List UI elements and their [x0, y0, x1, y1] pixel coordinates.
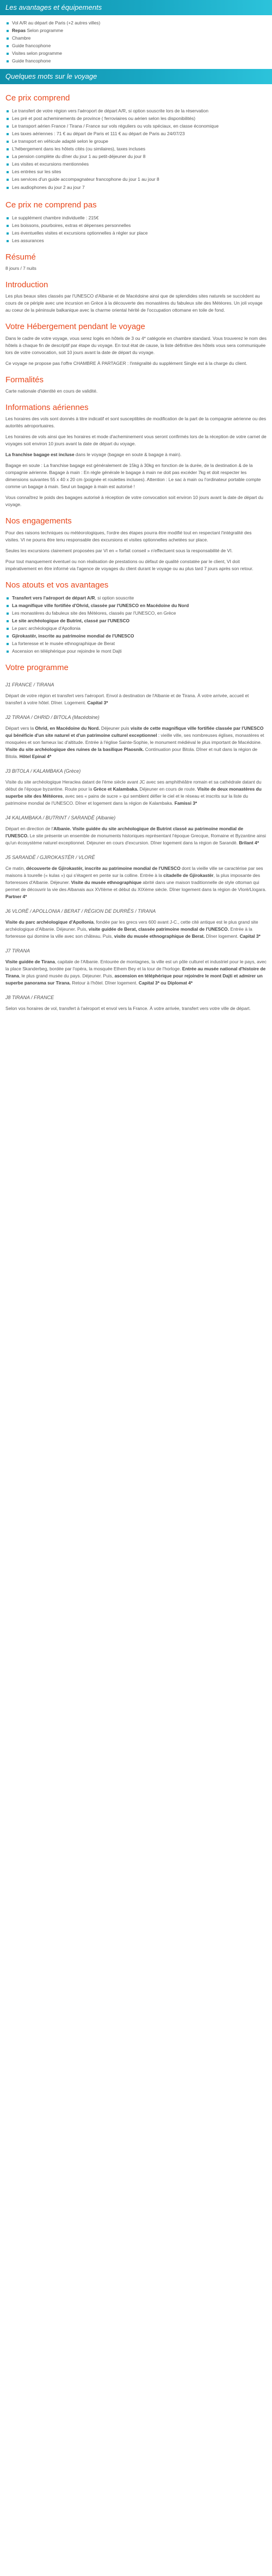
day-description	[5, 865, 267, 900]
engagements-p1: Pour des raisons techniques ou météorologiques, l'ordre des étapes pourra être modifié tout en respectant l'intégralité des visites. VI ne pourra être tenu responsable des excursions et visites optionnelles achetées sur place.	[5, 529, 252, 542]
infos-p4: Bagage en soute : La franchise bagage est généralement de 15kg à 30kg en fonction de la durée, de la destination & de la compagnie aérienne. Bagage à main : En règle générale le bagage à main ne doit pas excéder 7kg et doit respecter les dimensions suivantes 55 x 40 x 20 cm (poignée et roulettes incluses). Attention : Le sac à main ou l'ordinateur portable compte comme un bagage à main. Seul un bagage à main est autorisé !	[5, 463, 261, 490]
day-text: Le site présente un ensemble de monuments historiques représentant l'époque Grecque, Romaine et Byzantine ainsi qu'un écosystème naturel exceptionnel. Déjeuner en cours d'excursion. Dîner logement dans la région de Sarandë.	[5, 833, 266, 846]
day-highlight: Entrée au musée national d'histoire de Tirana	[5, 966, 266, 979]
day-highlight: Albanie. Visite guidée du site archéologique de Butrint classé au patrimoine mondial de l'UNESCO.	[5, 826, 244, 839]
day-text: Départ en direction de l'	[5, 826, 54, 832]
day-title: J2 TIRANA / OHRID / BITOLA (Macédoine)	[5, 715, 100, 721]
atout-item-bold: Transfert vers l'aéroport de départ A/R	[12, 595, 95, 601]
day-title: J3 BITOLA / KALAMBAKA (Grèce)	[5, 768, 81, 774]
atout-item	[5, 595, 267, 602]
day-highlight: Visite de deux monastères du superbe site des Météores	[5, 786, 262, 799]
atout-item-text: Les monastères du fabuleux site des Météores, classés par l'UNESCO, en Grèce	[12, 610, 176, 616]
advantage-item	[5, 27, 267, 34]
inclus-item: Les services d'un guide accompagnateur francophone du jour 1 au jour 8	[5, 176, 267, 183]
day-text: , le plus grand musée du pays. Déjeuner. Puis,	[18, 973, 115, 979]
inclus-item: Les pré et post acheminements de province ( ferroviaires ou aérien selon les disponibilités)	[5, 115, 267, 122]
exclus-title: Ce prix ne comprend pas	[5, 200, 97, 210]
day-text: Retour à l'hôtel. Dîner logement.	[70, 980, 139, 986]
day-title: J4 KALAMBAKA / BUTRINT / SARANDË (Albanie)	[5, 815, 116, 821]
exclus-item: Les éventuelles visites et excursions optionnelles à régler sur place	[5, 230, 267, 237]
inclus-item: Les taxes aériennes : 71 € au départ de Paris et 111 € au départ de Paris au 24/07/23	[5, 130, 267, 137]
day-text: Déjeuner en cours de route.	[138, 786, 197, 792]
day-text: , capitale de l'Albanie. Entourée de montagnes, la ville est un pôle culturel et industriel pour le pays, avec la place Skanderbeg, bordée par l'opéra, la mosquée Ethem Bey et la tour de l'horloge.	[5, 959, 267, 972]
day-block	[5, 681, 267, 706]
day-title: J1 FRANCE / TIRANA	[5, 682, 54, 688]
formalites-title: Formalités	[5, 375, 44, 384]
day-highlight: visite du musée ethnographique de Berat.	[114, 933, 205, 939]
advantage-item	[5, 50, 267, 57]
infos-title: Informations aériennes	[5, 402, 89, 412]
exclus-list	[5, 214, 267, 244]
atout-item-text: La forteresse et le musée ethnographique de Berat	[12, 641, 115, 647]
day-text: Entrée à la forteresse qui domine la ville avec son château. Puis,	[5, 926, 252, 939]
atout-item	[5, 648, 267, 655]
day-block	[5, 854, 267, 900]
inclus-item: Les entrées sur les sites	[5, 168, 267, 175]
infos-p3	[5, 451, 267, 458]
inclus-item: Les visites et excursions mentionnées	[5, 161, 267, 168]
engagements-p3: Pour tout manquement éventuel ou non réalisation de prestations ou défaut de qualité constatée par le client, VI doit impérativement en être informé via l'agence de voyages du client durant le voyage ou au plus tard 7 jours après son retour.	[5, 558, 254, 571]
atout-item-bold: La magnifique ville fortifiée d'Ohrid, classée par l'UNESCO en Macédoine du Nord	[12, 602, 189, 608]
day-description	[5, 779, 267, 807]
advantage-item-text: Guide francophone	[12, 58, 51, 64]
day-highlight: Visite du parc archéologique d'Apollonia	[5, 919, 94, 925]
advantage-item-text: Guide francophone	[12, 43, 51, 49]
advantages-section	[0, 15, 272, 65]
advantage-item-text: Visites selon programme	[12, 50, 63, 56]
day-highlight: Ohrid, en Macédoine du Nord.	[35, 725, 100, 731]
atout-item-text: , si option souscrite	[95, 595, 134, 601]
advantage-item-text: Selon programme	[26, 28, 64, 34]
inclus-item: Le transport en véhicule adapté selon le groupe	[5, 138, 267, 145]
words-band: Quelques mots sur le voyage	[0, 69, 272, 84]
day-highlight: Partner 4*	[5, 894, 27, 900]
day-text: , avec ses « pains de sucre » qui semblent défier le ciel et le réseau et inscrits sur la liste du patrimoine mondial de l'UNESCO. Dîner et logement dans la région de Kalambaka.	[5, 793, 248, 806]
infos-p3-rest: dans le voyage (bagage en soute & bagage à main).	[74, 452, 182, 458]
atout-item	[5, 633, 267, 640]
day-text: Visite du site archéologique Heraclea datant de l'ème siècle avant JC avec ses amphithéâtre romain et sa cathédrale datant du début de l'époque byzantine. Route pour la	[5, 779, 262, 792]
day-block	[5, 714, 267, 760]
day-highlight: ascension en téléphérique pour rejoindre le mont Dajti et admirer un superbe panorama sur Tirana.	[5, 973, 263, 986]
day-description	[5, 725, 267, 760]
day-highlight: visite guidée de Berat, classée patrimoine mondial de l'UNESCO.	[88, 926, 229, 932]
day-highlight: Capital 3*	[86, 700, 108, 706]
formalites-text: Carte nationale d'identité en cours de validité.	[5, 388, 98, 394]
intro-text: Les plus beaux sites classés par l'UNESCO d'Albanie et de Macédoine ainsi que de splendides sites naturels se succèdent au cours de ce périple avec une incursion en Grèce à la découverte des monastères du fabuleux site des Météores. Un joli voyage au coeur de la péninsule balkanique avec la charme oriental hérité de l'occupation ottomane en toile de fond.	[5, 293, 263, 313]
day-highlight: Grèce et Kalambaka.	[93, 786, 139, 792]
day-text: : vieille ville, ses nombreuses églises, monastères et mosquées et son fameux lac d'altitude. Entrée à l'église Sainte-Sophie, le monument médiéval le plus important de Macédoine.	[5, 733, 264, 746]
day-highlight: Visite guidée de Tirana	[5, 959, 55, 965]
day-highlight: Visite du musée ethnographique	[71, 880, 141, 886]
day-highlight: Capital 3*	[239, 933, 261, 939]
day-text: Déjeuner puis	[100, 725, 131, 731]
advantage-item-text: Chambre	[12, 35, 31, 41]
inclus-item: Les audiophones du jour 2 au jour 7	[5, 184, 267, 191]
atout-item-bold: Gjirokastër, inscrite au patrimoine mondial de l'UNESCO	[12, 633, 134, 639]
day-highlight: visite de cette magnifique ville fortifiée classée par l'UNESCO qui bénéficie d'un site naturel et d'un patrimoine culturel exceptionnel	[5, 725, 264, 738]
exclus-item: Les assurances	[5, 237, 267, 244]
day-description	[5, 919, 267, 940]
day-highlight: découverte de Gjirokastër, inscrite au patrimoine mondial de l'UNESCO	[26, 866, 181, 872]
infos-p2: Les horaires de vols ainsi que les horaires et mode d'acheminement vous seront confirmés lors de la réception de votre carnet de voyages soit environ 10 jours avant la date de départ du voyage.	[5, 434, 267, 447]
atout-item	[5, 625, 267, 632]
atout-item	[5, 602, 267, 609]
day-text: Départ de votre région et transfert vers l'aéroport. Envol à destination de l'Albanie et de Tirana. À votre arrivée, accueil et transfert à votre hôtel. Dîner. Logement.	[5, 693, 249, 706]
day-title: J7 TIRANA	[5, 948, 30, 954]
advantages-band: Les avantages et équipements	[0, 0, 272, 15]
day-description	[5, 692, 267, 706]
inclus-list	[5, 108, 267, 191]
infos-p5: Vous connaîtrez le poids des bagages autorisé à réception de votre convocation soit environ 10 jours avant la date de départ du voyage.	[5, 495, 263, 508]
day-highlight: Visite du site archéologique des ruines de la basilique Plaosnik.	[5, 747, 144, 753]
inclus-title: Ce prix comprend	[5, 93, 70, 103]
programme-title: Votre programme	[5, 663, 69, 673]
day-block	[5, 994, 267, 1012]
day-highlight: citadelle de Gjirokastër	[163, 873, 214, 879]
day-description	[5, 825, 267, 847]
atout-item-bold: Le site archéologique de Butrint, classé par l'UNESCO	[12, 618, 130, 624]
day-highlight: Brilant 4*	[239, 840, 259, 846]
day-text: abrité dans une maison traditionnelle de style ottoman qui permet de découvrir la vie des Albanais aux XVIIème et début du XIXème siècle. Dîner logement dans la région de Vlorë/Llogara.	[5, 880, 267, 893]
day-text: Dîner logement.	[205, 933, 240, 939]
day-text: Ce matin,	[5, 866, 27, 872]
engagements-title: Nos engagements	[5, 516, 72, 526]
day-title: J6 VLORË / APOLLONIA / BERAT / RÉGION DE DURRËS / TIRANA	[5, 908, 156, 914]
inclus-item: La pension complète du dîner du jour 1 au petit-déjeuner du jour 8	[5, 153, 267, 160]
resume-title: Résumé	[5, 252, 36, 262]
inclus-item: L'hébergement dans les hôtels cités (ou similaires), taxes incluses	[5, 146, 267, 153]
day-text: Selon vos horaires de vol, transfert à l'aéroport et envol vers la France. À votre arrivée, transfert vers votre ville de départ.	[5, 1006, 251, 1012]
advantage-item	[5, 42, 267, 49]
hebergement-p1: Dans le cadre de votre voyage, vous serez logés en hôtels de 3 ou 4* catégorie en chambre standard. Vous trouverez le nom des hôtels à chaque fin de descriptif par étape du voyage. En tout état de cause, la liste définitive des hôtels vous sera communiquée lors de votre convocation, soit 10 jours avant la date de départ du voyage.	[5, 335, 267, 355]
advantage-item	[5, 20, 267, 27]
inclus-item: Le transfert de votre région vers l'aéroport de départ A/R, si option souscrite lors de la réservation	[5, 108, 267, 115]
day-text: , la plus imposante des forteresses d'Albanie. Déjeuner.	[5, 873, 261, 886]
advantage-item-text: Vol A/R au départ de Paris (+2 autres villes)	[12, 20, 101, 26]
day-title: J5 SARANDË / GJIROKASTËR / VLORË	[5, 855, 95, 861]
atouts-title: Nos atouts et vos avantages	[5, 580, 109, 590]
exclus-item: Le supplément chambre individuelle : 215€	[5, 214, 267, 222]
exclus-item: Les boissons, pourboires, extras et dépenses personnelles	[5, 222, 267, 229]
day-block	[5, 768, 267, 807]
day-block	[5, 815, 267, 847]
atout-item-text: Le parc archéologique d'Apollonia	[12, 626, 81, 632]
day-text: Continuation pour Bitola. Dîner et nuit dans la région de Bitola.	[5, 747, 258, 760]
day-description	[5, 958, 267, 987]
advantage-item	[5, 35, 267, 42]
atout-item	[5, 640, 267, 647]
day-text: dont la vieille ville se caractérise par ses maisons à tourelle (« kulas ») qui s'étagent en pente sur la colline. Entrée à la	[5, 866, 263, 879]
advantage-item	[5, 58, 267, 65]
day-highlight: Hôtel Epinal 4*	[19, 754, 52, 760]
intro-title: Introduction	[5, 280, 48, 290]
engagements-p2: Seules les excursions clairement proposées par VI en « forfait conseil » n'effectuent sous la responsabilité de VI.	[5, 547, 233, 553]
advantages-list	[5, 20, 267, 65]
day-highlight: Famissi 3*	[174, 800, 197, 806]
hebergement-p2: Ce voyage ne propose pas l'offre CHAMBRE À PARTAGER : l'intégralité du supplément Single est à la charge du client.	[5, 360, 248, 366]
infos-p3-bold: La franchise bagage est incluse	[5, 452, 75, 458]
day-text: Départ vers la	[5, 725, 35, 731]
day-title: J8 TIRANA / FRANCE	[5, 995, 54, 1001]
day-text: , fondée par les grecs vers 600 avant J-C., cette cité antique est le plus grand site archéologique d'Albanie. Déjeuner. Puis,	[5, 919, 258, 932]
trip-details	[0, 84, 272, 1012]
atout-item-text: Ascension en téléphérique pour rejoindre le mont Dajti	[12, 648, 122, 654]
hebergement-title: Votre Hébergement pendant le voyage	[5, 322, 145, 332]
resume-text: 8 jours / 7 nuits	[5, 266, 36, 272]
atouts-list	[5, 595, 267, 655]
infos-p1: Les horaires des vols sont donnés à titre indicatif et sont susceptibles de modification de la part de la compagnie aérienne ou des autorités aéroportuaires.	[5, 416, 267, 429]
atout-item	[5, 617, 267, 624]
atout-item	[5, 610, 267, 617]
page	[0, 0, 272, 1012]
day-description	[5, 1005, 267, 1012]
day-highlight: Capital 3* ou Diplomat 4*	[138, 980, 193, 986]
inclus-item: Le transport aérien France / Tirana / France sur vols réguliers ou vols spéciaux, en classe économique	[5, 123, 267, 130]
day-block	[5, 948, 267, 987]
day-block	[5, 908, 267, 940]
programme-days	[5, 681, 267, 1012]
advantage-item-bold: Repas	[12, 28, 26, 34]
